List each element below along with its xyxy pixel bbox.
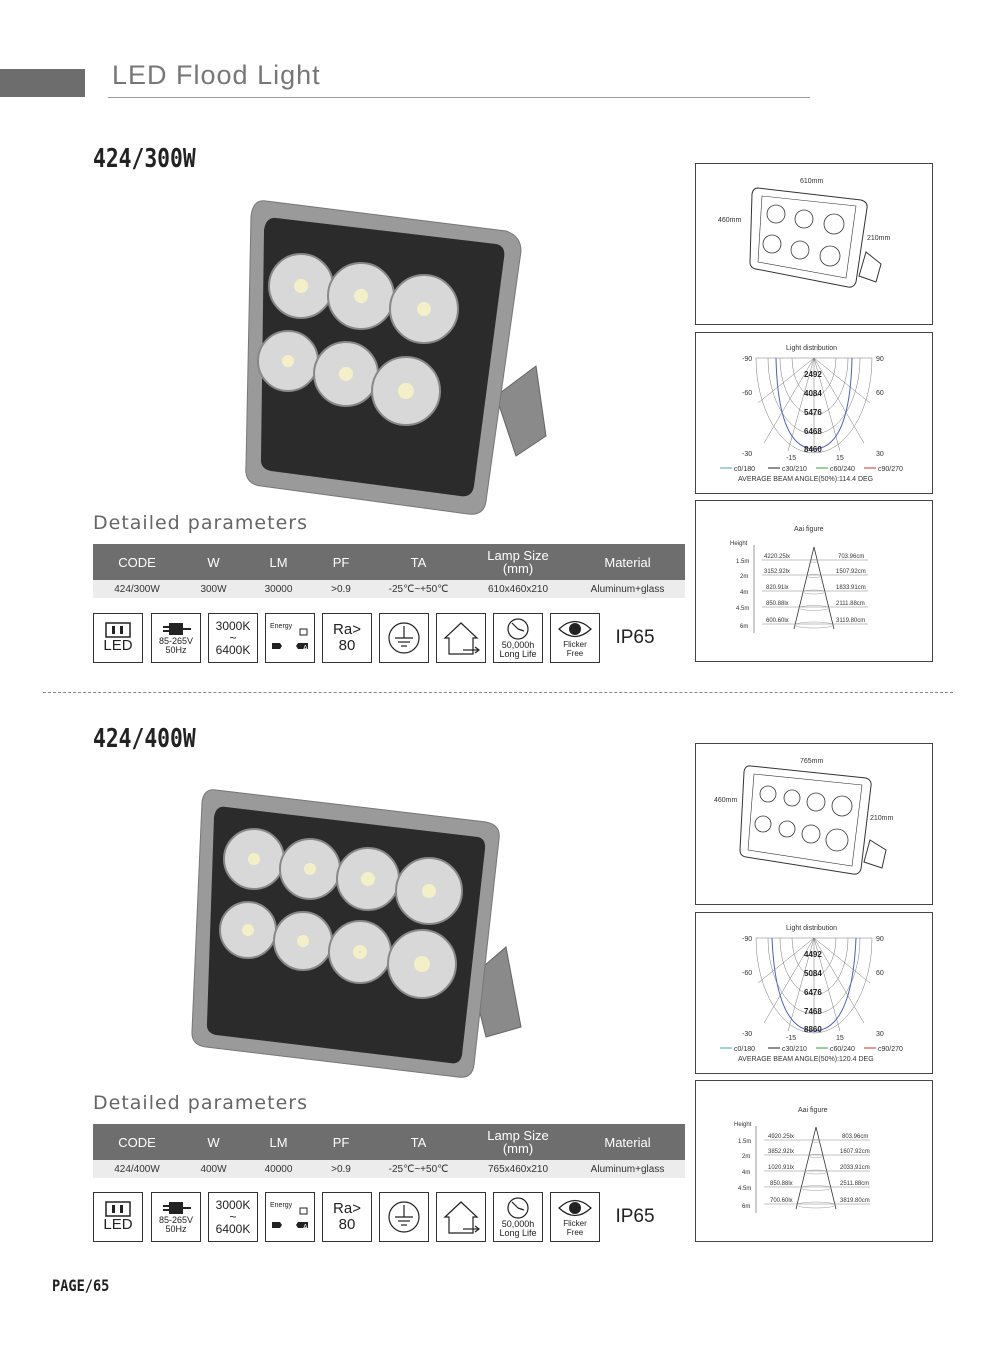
svg-text:c30/210: c30/210: [782, 466, 807, 473]
energy-icon: Energy A: [265, 613, 315, 663]
svg-text:3852.92lx: 3852.92lx: [768, 1149, 795, 1155]
svg-text:4m: 4m: [740, 590, 749, 596]
col-lamp-size: Lamp Size (mm): [466, 544, 570, 580]
svg-text:850.88lx: 850.88lx: [766, 601, 789, 607]
svg-text:1607.92cm: 1607.92cm: [840, 1149, 870, 1155]
col-lm: LM: [246, 1124, 311, 1160]
svg-text:2m: 2m: [740, 574, 749, 580]
col-ta: TA: [371, 544, 466, 580]
svg-text:4920.25lx: 4920.25lx: [768, 1134, 795, 1140]
cell-ta: -25℃~+50℃: [371, 580, 466, 598]
table-header-row: [93, 1124, 685, 1160]
svg-text:4084: 4084: [804, 389, 822, 398]
page-number: PAGE/65: [52, 1276, 110, 1295]
svg-text:4.5m: 4.5m: [736, 606, 750, 612]
svg-text:4.5m: 4.5m: [738, 1186, 752, 1192]
flicker-free-icon: Flicker Free: [550, 1192, 600, 1242]
svg-text:60: 60: [876, 390, 884, 397]
svg-text:30: 30: [876, 1031, 884, 1038]
svg-text:3819.80cm: 3819.80cm: [840, 1198, 870, 1204]
svg-text:2492: 2492: [804, 370, 822, 379]
svg-text:1507.92cm: 1507.92cm: [836, 569, 866, 575]
svg-text:700.60lx: 700.60lx: [770, 1198, 793, 1204]
svg-text:210mm: 210mm: [870, 815, 894, 822]
svg-text:7468: 7468: [804, 1007, 822, 1016]
indoor-outdoor-icon: [436, 1192, 486, 1242]
cell-code: 424/400W: [93, 1160, 181, 1178]
header-accent-bar: [0, 69, 85, 97]
ra-icon: Ra> 80: [322, 613, 372, 663]
cell-code: 424/300W: [93, 580, 181, 598]
cell-lm: 40000: [246, 1160, 311, 1178]
svg-text:8460: 8460: [804, 445, 822, 454]
col-code: CODE: [93, 1124, 181, 1160]
svg-text:803.96cm: 803.96cm: [842, 1134, 869, 1140]
ip-rating: IP65: [607, 1192, 663, 1242]
polar-chart-400w: [696, 913, 932, 1073]
svg-text:2511.88cm: 2511.88cm: [840, 1181, 870, 1187]
svg-text:c30/210: c30/210: [782, 1046, 807, 1053]
svg-text:6m: 6m: [742, 1204, 751, 1210]
svg-text:460mm: 460mm: [714, 797, 738, 804]
col-w: W: [181, 544, 246, 580]
svg-text:15: 15: [836, 455, 844, 462]
svg-text:5084: 5084: [804, 969, 822, 978]
cell-material: Aluminum+glass: [570, 1160, 685, 1178]
table-row: [93, 1160, 685, 1178]
svg-text:Aai figure: Aai figure: [798, 1107, 828, 1114]
svg-text:-15: -15: [786, 1035, 797, 1042]
col-lamp-size: Lamp Size (mm): [466, 1124, 570, 1160]
col-ta: TA: [371, 1124, 466, 1160]
svg-text:-60: -60: [742, 970, 753, 977]
ip-rating: IP65: [607, 613, 663, 663]
flicker-free-icon: Flicker Free: [550, 613, 600, 663]
svg-text:5476: 5476: [804, 408, 822, 417]
svg-text:2m: 2m: [742, 1154, 751, 1160]
svg-text:1.5m: 1.5m: [736, 559, 750, 565]
svg-text:AVERAGE BEAM ANGLE(50%):120.4: AVERAGE BEAM ANGLE(50%):120.4 DEG: [738, 1056, 874, 1063]
svg-text:-60: -60: [742, 390, 753, 397]
indoor-outdoor-icon: [436, 613, 486, 663]
light-distribution-300w: [695, 332, 933, 494]
svg-text:2033.91cm: 2033.91cm: [840, 1165, 870, 1171]
svg-text:c60/240: c60/240: [830, 466, 855, 473]
aai-figure-300w: [695, 500, 933, 662]
svg-text:-90: -90: [742, 356, 753, 363]
svg-text:850.88lx: 850.88lx: [770, 1181, 793, 1187]
svg-text:90: 90: [876, 356, 884, 363]
svg-text:Height: Height: [730, 541, 748, 547]
svg-text:765mm: 765mm: [800, 758, 824, 765]
long-life-icon: 50,000h Long Life: [493, 1192, 543, 1242]
svg-text:8860: 8860: [804, 1025, 822, 1034]
voltage-icon: 85-265V 50Hz: [151, 613, 201, 663]
svg-text:4m: 4m: [742, 1170, 751, 1176]
model-title-300w: 424/300W: [93, 144, 196, 174]
svg-text:460mm: 460mm: [718, 217, 742, 224]
svg-text:6m: 6m: [740, 624, 749, 630]
svg-text:Height: Height: [734, 1122, 752, 1128]
ground-icon: [379, 613, 429, 663]
cell-lamp-size: 765x460x210: [466, 1160, 570, 1178]
feature-icons-300w: [93, 613, 663, 663]
col-lm: LM: [246, 544, 311, 580]
col-pf: PF: [311, 544, 371, 580]
svg-text:-30: -30: [742, 451, 753, 458]
svg-text:Light distribution: Light distribution: [786, 345, 837, 352]
svg-text:c90/270: c90/270: [878, 466, 903, 473]
section-divider: [43, 692, 953, 693]
col-w: W: [181, 1124, 246, 1160]
svg-text:3119.80cm: 3119.80cm: [836, 618, 866, 624]
params-table-400w: [93, 1124, 685, 1178]
aai-figure-400w: [695, 1080, 933, 1242]
svg-text:6476: 6476: [804, 988, 822, 997]
cell-lm: 30000: [246, 580, 311, 598]
svg-text:610mm: 610mm: [800, 178, 824, 185]
svg-text:820.91lx: 820.91lx: [766, 585, 789, 591]
svg-text:4492: 4492: [804, 950, 822, 959]
svg-text:2111.88cm: 2111.88cm: [836, 601, 865, 607]
cell-lamp-size: 610x460x210: [466, 580, 570, 598]
svg-text:AVERAGE BEAM ANGLE(50%):114.4: AVERAGE BEAM ANGLE(50%):114.4 DEG: [738, 476, 874, 483]
col-pf: PF: [311, 1124, 371, 1160]
dimension-drawing-400w: [695, 743, 933, 905]
svg-text:600.60lx: 600.60lx: [766, 618, 789, 624]
svg-text:c0/180: c0/180: [734, 466, 756, 473]
cell-material: Aluminum+glass: [570, 580, 685, 598]
svg-text:-30: -30: [742, 1031, 753, 1038]
energy-icon: Energy A: [265, 1192, 315, 1242]
light-distribution-400w: [695, 912, 933, 1074]
voltage-icon: 85-265V 50Hz: [151, 1192, 201, 1242]
svg-text:3152.92lx: 3152.92lx: [764, 569, 791, 575]
page-title: LED Flood Light: [112, 60, 321, 90]
long-life-icon: 50,000h Long Life: [493, 613, 543, 663]
svg-text:Light distribution: Light distribution: [786, 925, 837, 932]
col-material: Material: [570, 544, 685, 580]
cell-ta: -25℃~+50℃: [371, 1160, 466, 1178]
params-title-400w: Detailed parameters: [93, 1092, 308, 1114]
model-title-400w: 424/400W: [93, 724, 196, 754]
product-photo-400w: [186, 787, 536, 1087]
svg-text:Aai figure: Aai figure: [794, 526, 824, 533]
svg-text:210mm: 210mm: [867, 235, 891, 242]
svg-text:703.96cm: 703.96cm: [838, 554, 865, 560]
table-header-row: [93, 544, 685, 580]
svg-text:c60/240: c60/240: [830, 1046, 855, 1053]
svg-text:-15: -15: [786, 455, 797, 462]
svg-text:-90: -90: [742, 936, 753, 943]
cell-pf: >0.9: [311, 580, 371, 598]
header-divider: [108, 97, 810, 98]
cell-w: 400W: [181, 1160, 246, 1178]
polar-chart-300w: [696, 333, 932, 493]
svg-text:c0/180: c0/180: [734, 1046, 756, 1053]
cct-icon: 3000K ~ 6400K: [208, 613, 258, 663]
svg-text:c90/270: c90/270: [878, 1046, 903, 1053]
dimension-drawing-300w: [695, 163, 933, 325]
table-row: [93, 580, 685, 598]
svg-text:1.5m: 1.5m: [738, 1139, 752, 1145]
cell-w: 300W: [181, 580, 246, 598]
svg-text:6468: 6468: [804, 427, 822, 436]
svg-text:4220.25lx: 4220.25lx: [764, 554, 791, 560]
params-title-300w: Detailed parameters: [93, 512, 308, 534]
cct-icon: 3000K ~ 6400K: [208, 1192, 258, 1242]
params-table-300w: [93, 544, 685, 598]
feature-icons-400w: [93, 1192, 663, 1242]
cell-pf: >0.9: [311, 1160, 371, 1178]
col-material: Material: [570, 1124, 685, 1160]
svg-text:1833.91cm: 1833.91cm: [836, 585, 866, 591]
svg-text:90: 90: [876, 936, 884, 943]
svg-text:1020.91lx: 1020.91lx: [768, 1165, 795, 1171]
svg-text:30: 30: [876, 451, 884, 458]
ground-icon: [379, 1192, 429, 1242]
led-icon: LED: [93, 1192, 143, 1242]
ra-icon: Ra> 80: [322, 1192, 372, 1242]
led-icon: LED: [93, 613, 143, 663]
col-code: CODE: [93, 544, 181, 580]
svg-text:15: 15: [836, 1035, 844, 1042]
svg-text:60: 60: [876, 970, 884, 977]
product-photo-300w: [236, 196, 556, 516]
